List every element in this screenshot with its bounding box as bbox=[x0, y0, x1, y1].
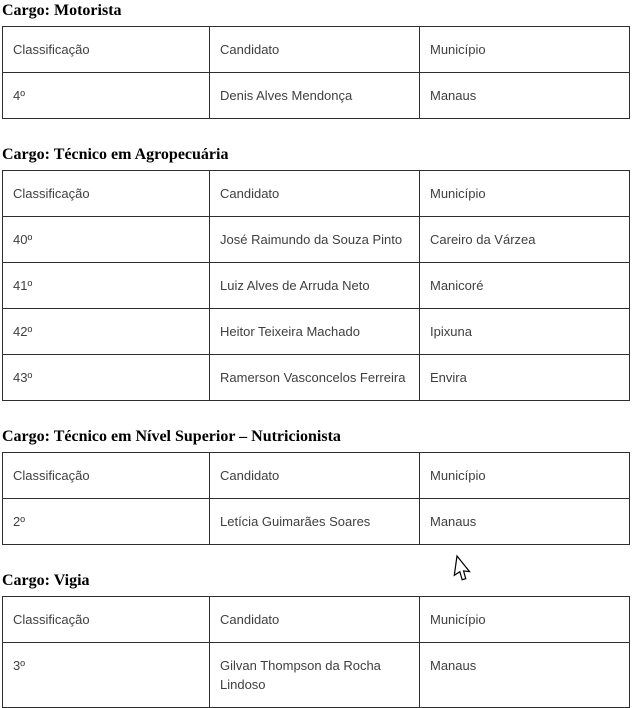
table-row bbox=[3, 309, 630, 355]
candidate-cell: José Raimundo da Souza Pinto bbox=[210, 217, 420, 263]
header-municipality: Município bbox=[420, 597, 630, 643]
table-row bbox=[3, 643, 630, 708]
results-table bbox=[2, 596, 630, 708]
municipality-cell: Manaus bbox=[420, 643, 630, 708]
candidate-cell: Ramerson Vasconcelos Ferreira bbox=[210, 355, 420, 401]
header-classification: Classificação bbox=[3, 27, 210, 73]
classification-cell: 4º bbox=[3, 73, 210, 119]
header-candidate: Candidato bbox=[210, 453, 420, 499]
section-nutricionista bbox=[2, 427, 637, 545]
table-header-row bbox=[3, 171, 630, 217]
results-table bbox=[2, 452, 630, 545]
table-row bbox=[3, 217, 630, 263]
results-table bbox=[2, 26, 630, 119]
section-title: Cargo: Motorista bbox=[2, 2, 122, 19]
header-municipality: Município bbox=[420, 453, 630, 499]
municipality-cell: Manaus bbox=[420, 499, 630, 545]
table-row bbox=[3, 263, 630, 309]
municipality-cell: Manaus bbox=[420, 73, 630, 119]
section-title: Cargo: Técnico em Nível Superior – Nutricionista bbox=[2, 428, 341, 445]
classification-cell: 42º bbox=[3, 309, 210, 355]
header-candidate: Candidato bbox=[210, 171, 420, 217]
header-classification: Classificação bbox=[3, 453, 210, 499]
table-row bbox=[3, 499, 630, 545]
municipality-cell: Manicoré bbox=[420, 263, 630, 309]
table-row bbox=[3, 73, 630, 119]
candidate-cell: Gilvan Thompson da Rocha Lindoso bbox=[210, 643, 420, 708]
candidate-cell: Letícia Guimarães Soares bbox=[210, 499, 420, 545]
classification-cell: 2º bbox=[3, 499, 210, 545]
section-vigia bbox=[2, 571, 637, 708]
classification-cell: 43º bbox=[3, 355, 210, 401]
table-header-row bbox=[3, 453, 630, 499]
classification-cell: 41º bbox=[3, 263, 210, 309]
header-classification: Classificação bbox=[3, 597, 210, 643]
section-title: Cargo: Técnico em Agropecuária bbox=[2, 146, 229, 163]
classification-cell: 40º bbox=[3, 217, 210, 263]
candidate-cell: Heitor Teixeira Machado bbox=[210, 309, 420, 355]
table-header-row bbox=[3, 27, 630, 73]
municipality-cell: Envira bbox=[420, 355, 630, 401]
municipality-cell: Careiro da Várzea bbox=[420, 217, 630, 263]
table-row bbox=[3, 355, 630, 401]
classification-cell: 3º bbox=[3, 643, 210, 708]
header-candidate: Candidato bbox=[210, 597, 420, 643]
candidate-cell: Luiz Alves de Arruda Neto bbox=[210, 263, 420, 309]
candidate-cell: Denis Alves Mendonça bbox=[210, 73, 420, 119]
municipality-cell: Ipixuna bbox=[420, 309, 630, 355]
header-classification: Classificação bbox=[3, 171, 210, 217]
table-header-row bbox=[3, 597, 630, 643]
section-tecnico-agropecuaria bbox=[2, 145, 637, 401]
header-municipality: Município bbox=[420, 171, 630, 217]
header-municipality: Município bbox=[420, 27, 630, 73]
section-motorista bbox=[2, 1, 637, 119]
header-candidate: Candidato bbox=[210, 27, 420, 73]
results-table bbox=[2, 170, 630, 401]
section-title: Cargo: Vigia bbox=[2, 572, 90, 589]
